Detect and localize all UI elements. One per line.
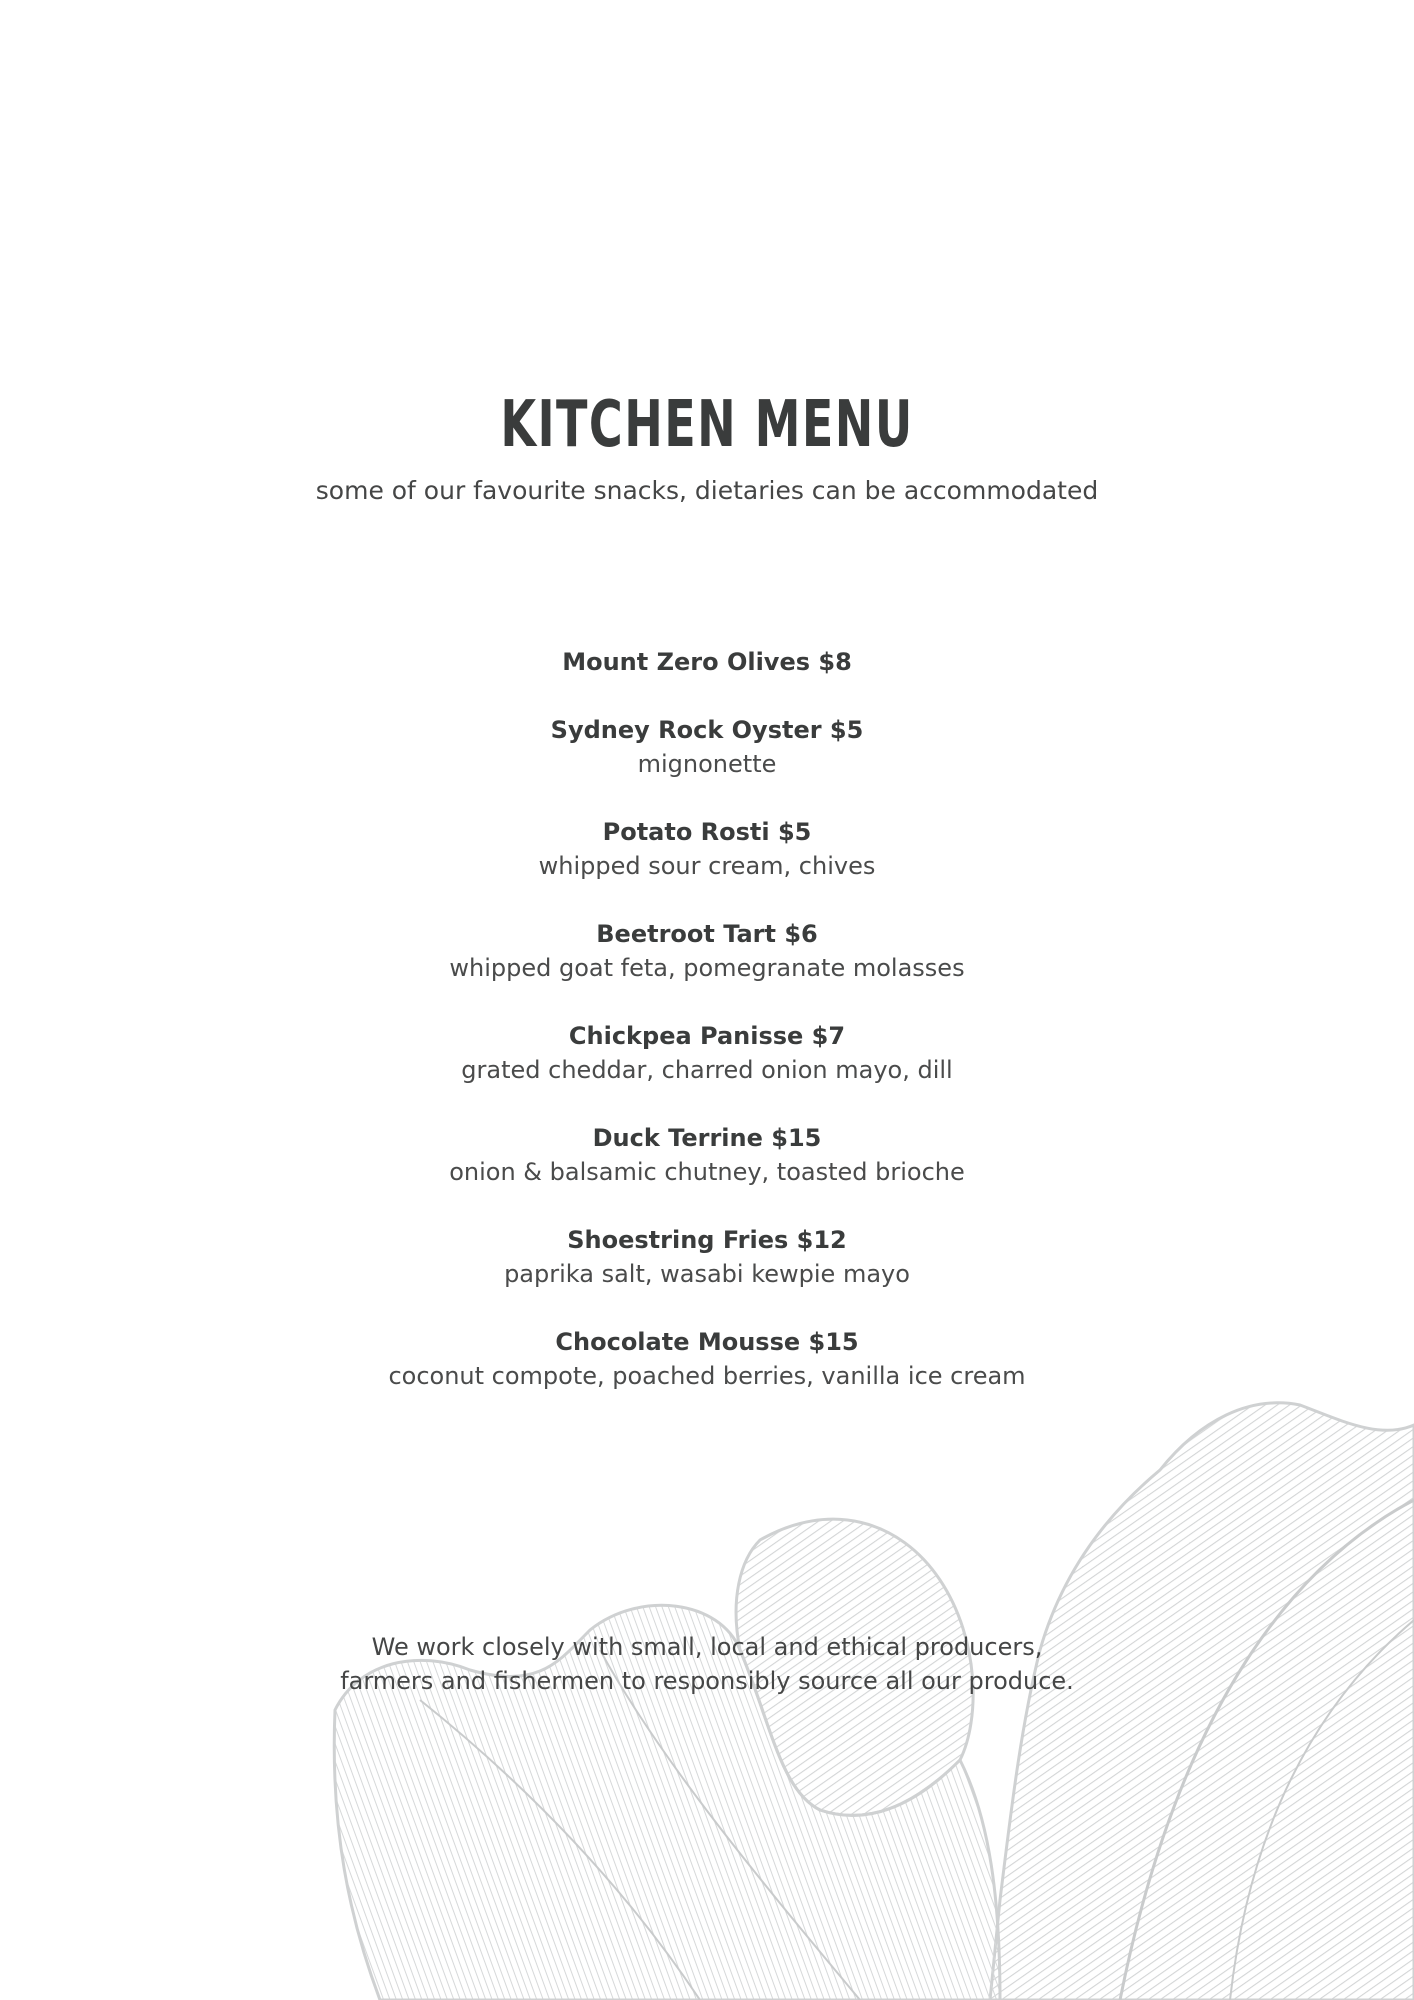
menu-item-description: onion & balsamic chutney, toasted brioche — [449, 1158, 965, 1186]
menu-item — [0, 1223, 1414, 1291]
menu-item — [0, 917, 1414, 985]
sourcing-note-line: We work closely with small, local and ethical producers, — [371, 1633, 1043, 1661]
menu-item-name: Shoestring Fries $12 — [567, 1226, 847, 1254]
menu-list — [0, 645, 1414, 1427]
menu-item-description: paprika salt, wasabi kewpie mayo — [504, 1260, 910, 1288]
sourcing-note — [0, 1630, 1414, 1698]
menu-item-description: whipped sour cream, chives — [538, 852, 876, 880]
menu-item-description: whipped goat feta, pomegranate molasses — [449, 954, 965, 982]
menu-item — [0, 1019, 1414, 1087]
menu-item — [0, 713, 1414, 781]
page-subtitle: some of our favourite snacks, dietaries can be accommodated — [315, 476, 1099, 505]
menu-item-name: Potato Rosti $5 — [602, 818, 812, 846]
menu-item — [0, 645, 1414, 679]
menu-item-name: Chocolate Mousse $15 — [555, 1328, 859, 1356]
menu-item-description: coconut compote, poached berries, vanilla ice cream — [388, 1362, 1026, 1390]
menu-item — [0, 1121, 1414, 1189]
menu-item-description: grated cheddar, charred onion mayo, dill — [461, 1056, 953, 1084]
menu-item — [0, 1325, 1414, 1393]
menu-item-name: Duck Terrine $15 — [592, 1124, 822, 1152]
menu-item-name: Sydney Rock Oyster $5 — [550, 716, 864, 744]
menu-item-description: mignonette — [637, 750, 777, 778]
page-title: KITCHEN MENU — [500, 387, 914, 462]
menu-item-name: Beetroot Tart $6 — [596, 920, 818, 948]
menu-item-name: Chickpea Panisse $7 — [568, 1022, 846, 1050]
sourcing-note-line: farmers and fishermen to responsibly source all our produce. — [340, 1667, 1074, 1695]
menu-item-name: Mount Zero Olives $8 — [562, 648, 852, 676]
menu-item — [0, 815, 1414, 883]
